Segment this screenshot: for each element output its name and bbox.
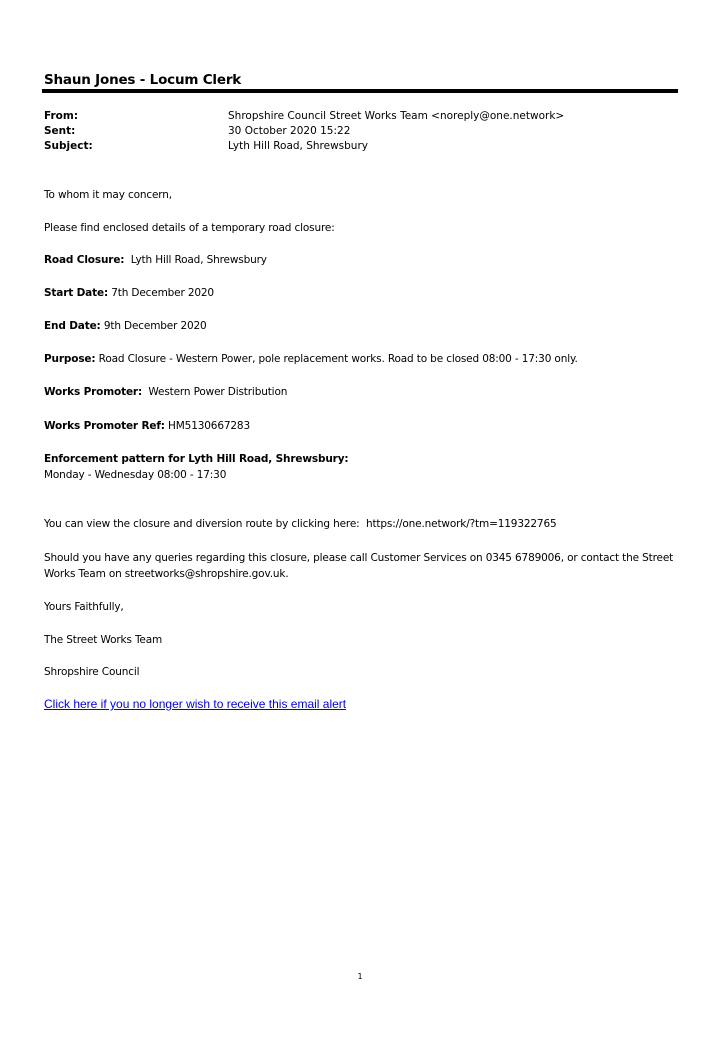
works-promoter-label: Works Promoter: (44, 386, 142, 398)
unsubscribe-link[interactable]: Click here if you no longer wish to receive this email alert (44, 697, 347, 711)
start-date-label: Start Date: (44, 287, 109, 299)
subject-row (44, 138, 368, 154)
end-date-value: 9th December 2020 (103, 320, 207, 332)
start-date-value: 7th December 2020 (111, 287, 214, 299)
view-route-line (44, 516, 684, 532)
heading-rule (42, 89, 678, 93)
enforcement-block (44, 451, 684, 483)
sent-row (44, 123, 351, 139)
end-date-line (44, 318, 684, 334)
road-closure-label: Road Closure: (44, 254, 125, 266)
signoff: Yours Faithfully, (44, 601, 124, 613)
end-date-label: End Date: (44, 320, 101, 332)
greeting: To whom it may concern, (44, 189, 172, 201)
promoter-ref-label: Works Promoter Ref: (44, 420, 165, 432)
sent-label: Sent: (44, 125, 76, 137)
subject-label: Subject: (44, 140, 93, 152)
page-number: 1 (357, 972, 363, 981)
purpose-line (44, 351, 684, 367)
promoter-ref-value: HM5130667283 (168, 420, 250, 432)
road-closure-line (44, 252, 684, 268)
view-route-url[interactable]: https://one.network/?tm=119322765 (365, 518, 557, 530)
subject-value: Lyth Hill Road, Shrewsbury (228, 140, 368, 152)
view-route-text: You can view the closure and diversion route by clicking here: (44, 518, 360, 530)
works-promoter-value: Western Power Distribution (148, 386, 288, 398)
promoter-ref-line (44, 418, 684, 434)
works-promoter-line (44, 384, 684, 400)
enforcement-value: Monday - Wednesday 08:00 - 17:30 (44, 469, 227, 481)
author-heading: Shaun Jones - Locum Clerk (44, 72, 242, 88)
start-date-line (44, 285, 684, 301)
from-row (44, 108, 565, 124)
purpose-value: Road Closure - Western Power, pole replacement works. Road to be closed 08:00 - 17:30 only. (98, 353, 578, 365)
from-label: From: (44, 110, 79, 122)
council-name: Shropshire Council (44, 666, 140, 678)
purpose-label: Purpose: (44, 353, 96, 365)
sent-value: 30 October 2020 15:22 (228, 125, 351, 137)
enforcement-label: Enforcement pattern for Lyth Hill Road, Shrewsbury: (44, 453, 349, 465)
road-closure-value: Lyth Hill Road, Shrewsbury (130, 254, 267, 266)
intro-text: Please find enclosed details of a temporary road closure: (44, 222, 335, 234)
team-name: The Street Works Team (44, 634, 163, 646)
queries-paragraph: Should you have any queries regarding this closure, please call Customer Services on 0345 6789006, or contact the Street Works Team on streetworks@shropshire.gov.uk. (44, 552, 674, 580)
from-value: Shropshire Council Street Works Team <noreply@one.network> (228, 110, 565, 122)
